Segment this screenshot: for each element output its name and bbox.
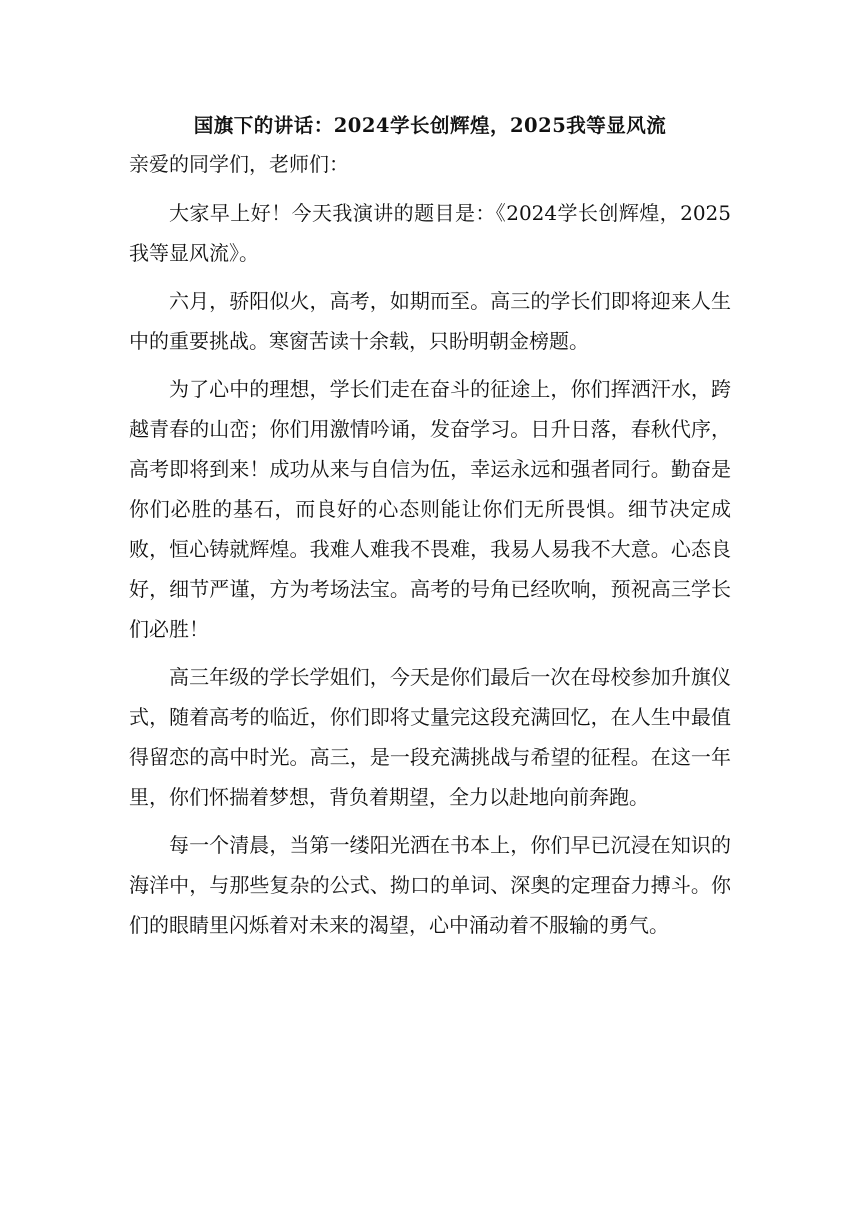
document-title: 国旗下的讲话：2024学长创辉煌，2025我等显风流: [193, 114, 667, 137]
document-body: [129, 112, 731, 953]
paragraph-senior-students: 高三年级的学长学姐们，今天是你们最后一次在母校参加升旗仪式，随着高考的临近，你们即将丈量完这段充满回忆，在人生中最值得留恋的高中时光。高三，是一段充满挑战与希望的征程。在这一年里，你们怀揣着梦想，背负着期望，全力以赴地向前奔跑。: [129, 665, 731, 809]
salutation: 亲爱的同学们，老师们：: [129, 152, 349, 176]
paragraph-greeting: 大家早上好！今天我演讲的题目是：《2024学长创辉煌，2025我等显风流》。: [129, 201, 731, 265]
paragraph-every-morning: 每一个清晨，当第一缕阳光洒在书本上，你们早已沉浸在知识的海洋中，与那些复杂的公式、拗口的单词、深奥的定理奋力搏斗。你们的眼睛里闪烁着对未来的渴望，心中涌动着不服输的勇气。: [129, 833, 731, 937]
paragraph-ideals: 为了心中的理想，学长们走在奋斗的征途上，你们挥洒汗水，跨越青春的山峦；你们用激情吟诵，发奋学习。日升日落，春秋代序，高考即将到来！成功从来与自信为伍，幸运永远和强者同行。勤奋是你们必胜的基石，而良好的心态则能让你们无所畏惧。细节决定成败，恒心铸就辉煌。我难人难我不畏难，我易人易我不大意。心态良好，细节严谨，方为考场法宝。高考的号角已经吹响，预祝高三学长们必胜！: [129, 377, 731, 641]
paragraph-june-exam: 六月，骄阳似火，高考，如期而至。高三的学长们即将迎来人生中的重要挑战。寒窗苦读十余载，只盼明朝金榜题。: [129, 289, 731, 353]
